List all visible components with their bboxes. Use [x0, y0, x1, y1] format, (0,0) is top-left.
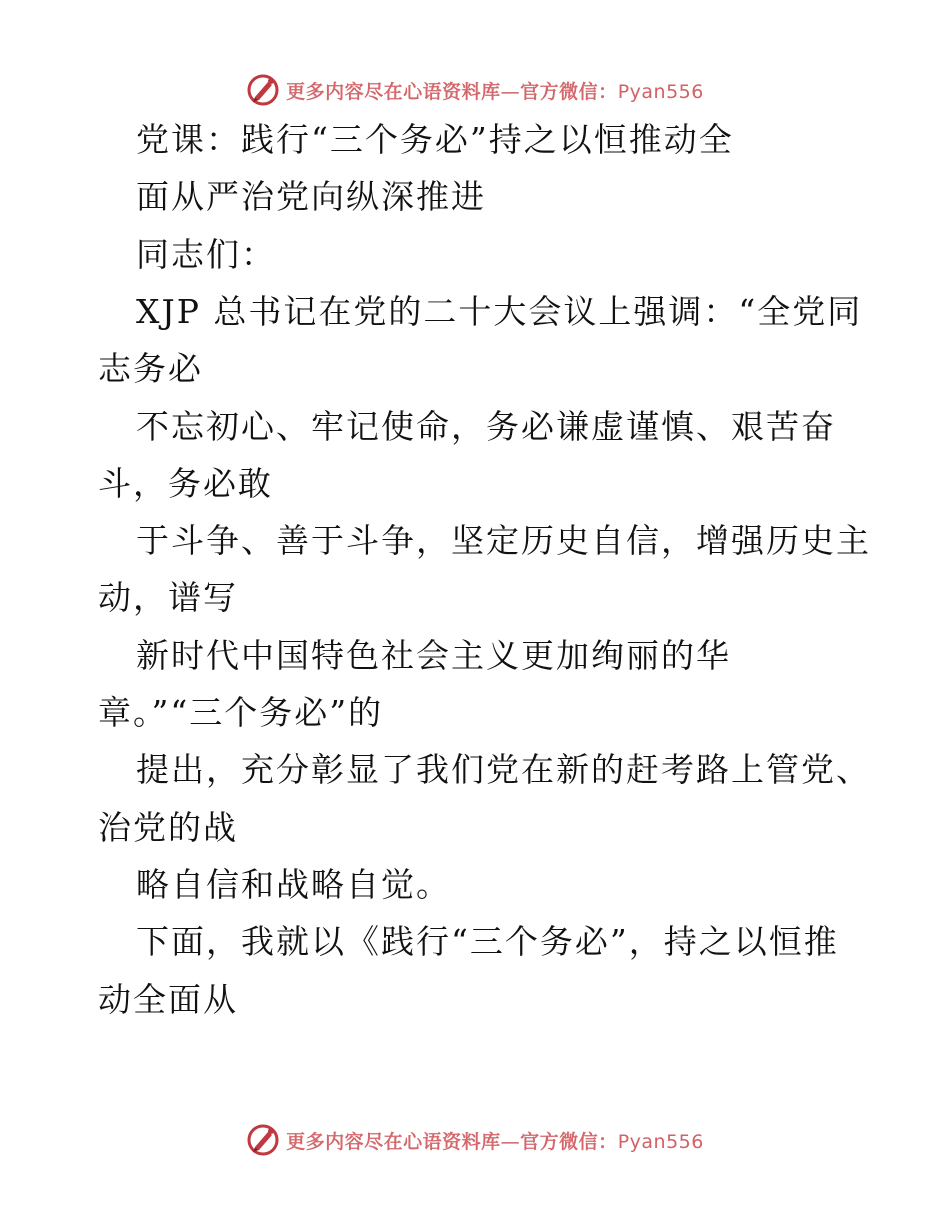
pen-logo-icon: [246, 1123, 280, 1157]
body-line: 志务必: [98, 349, 203, 389]
watermark-account: Pyan556: [617, 80, 704, 103]
watermark-official-label: 官方微信：: [520, 1130, 618, 1153]
body-line: 动，谱写: [98, 578, 238, 618]
pen-logo-icon: [246, 73, 280, 107]
watermark-account: Pyan556: [617, 1130, 704, 1153]
watermark-dash: —: [500, 80, 521, 103]
body-line: 同志们：: [136, 234, 276, 274]
body-line: 下面，我就以《践行“三个务必”，持之以恒推: [136, 922, 839, 962]
watermark-official-label: 官方微信：: [520, 80, 618, 103]
body-line: 治党的战: [98, 807, 238, 847]
watermark-dash: —: [500, 1130, 521, 1153]
body-line: 于斗争、善于斗争，坚定历史自信，增强历史主: [136, 521, 871, 561]
watermark-main-text: 更多内容尽在心语资料库: [286, 80, 501, 103]
body-line: 章。”“三个务必”的: [98, 693, 384, 732]
footer-watermark: [0, 1120, 950, 1160]
body-line: 不忘初心、牢记使命，务必谦虚谨慎、艰苦奋: [136, 406, 836, 446]
body-line: 新时代中国特色社会主义更加绚丽的华: [136, 635, 731, 675]
body-line: 动全面从: [98, 979, 238, 1019]
watermark-main-text: 更多内容尽在心语资料库: [286, 1130, 501, 1153]
body-line: XJP 总书记在党的二十大会议上强调：“全党同: [136, 291, 863, 331]
body-line: 斗，务必敢: [98, 463, 273, 503]
body-line: 面从严治党向纵深推进: [136, 177, 486, 217]
body-line: 略自信和战略自觉。: [136, 864, 451, 904]
body-line: 提出，充分彰显了我们党在新的赶考路上管党、: [136, 750, 871, 790]
body-line: 党课：践行“三个务必”持之以恒推动全: [136, 120, 734, 159]
header-watermark: [0, 70, 950, 110]
